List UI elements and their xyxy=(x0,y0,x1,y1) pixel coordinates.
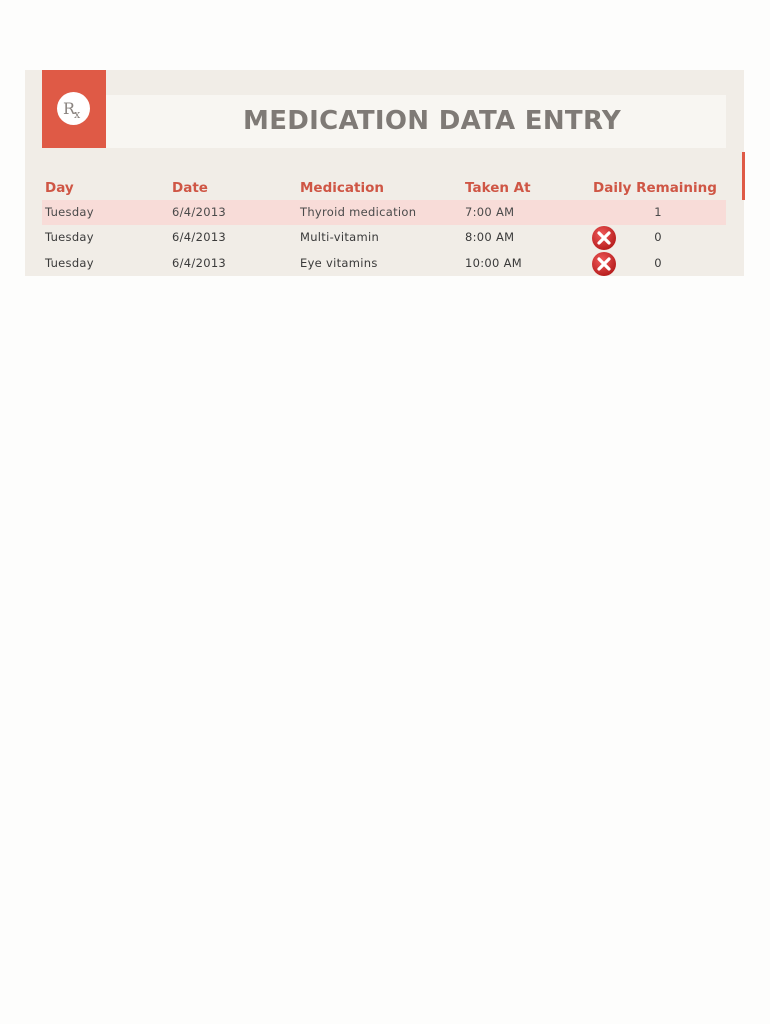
cell-medication[interactable]: Eye vitamins xyxy=(300,256,378,270)
accent-marker xyxy=(742,152,745,200)
page-title: MEDICATION DATA ENTRY xyxy=(243,106,621,136)
cell-day[interactable]: Tuesday xyxy=(45,230,94,244)
rx-icon xyxy=(62,98,86,120)
cell-daily-remaining[interactable]: 0 xyxy=(654,256,662,270)
cell-day[interactable]: Tuesday xyxy=(45,205,94,219)
column-header-medication[interactable]: Medication xyxy=(300,180,384,196)
cell-taken-at[interactable]: 7:00 AM xyxy=(465,205,515,219)
cell-date[interactable]: 6/4/2013 xyxy=(172,230,227,244)
cell-medication[interactable]: Thyroid medication xyxy=(300,205,417,219)
cell-taken-at[interactable]: 10:00 AM xyxy=(465,256,522,270)
column-header-daily-remaining[interactable]: Daily Remaining xyxy=(593,180,717,196)
table-header xyxy=(42,180,726,200)
table-row[interactable] xyxy=(42,225,726,250)
rx-logo xyxy=(57,92,90,125)
svg-text:R: R xyxy=(62,98,75,118)
cell-date[interactable]: 6/4/2013 xyxy=(172,256,227,270)
cell-daily-remaining[interactable]: 0 xyxy=(654,230,662,244)
rx-logo-tab xyxy=(42,70,106,148)
svg-text:x: x xyxy=(73,107,80,120)
cell-taken-at[interactable]: 8:00 AM xyxy=(465,230,515,244)
x-circle-icon xyxy=(591,225,617,251)
column-header-taken-at[interactable]: Taken At xyxy=(465,180,531,196)
cell-medication[interactable]: Multi-vitamin xyxy=(300,230,380,244)
column-header-day[interactable]: Day xyxy=(45,180,74,196)
cell-daily-remaining[interactable]: 1 xyxy=(654,205,662,219)
x-circle-icon xyxy=(591,251,617,277)
column-header-date[interactable]: Date xyxy=(172,180,208,196)
table-row[interactable] xyxy=(42,251,726,276)
cell-day[interactable]: Tuesday xyxy=(45,256,94,270)
cell-date[interactable]: 6/4/2013 xyxy=(172,205,227,219)
table-row[interactable] xyxy=(42,200,726,225)
